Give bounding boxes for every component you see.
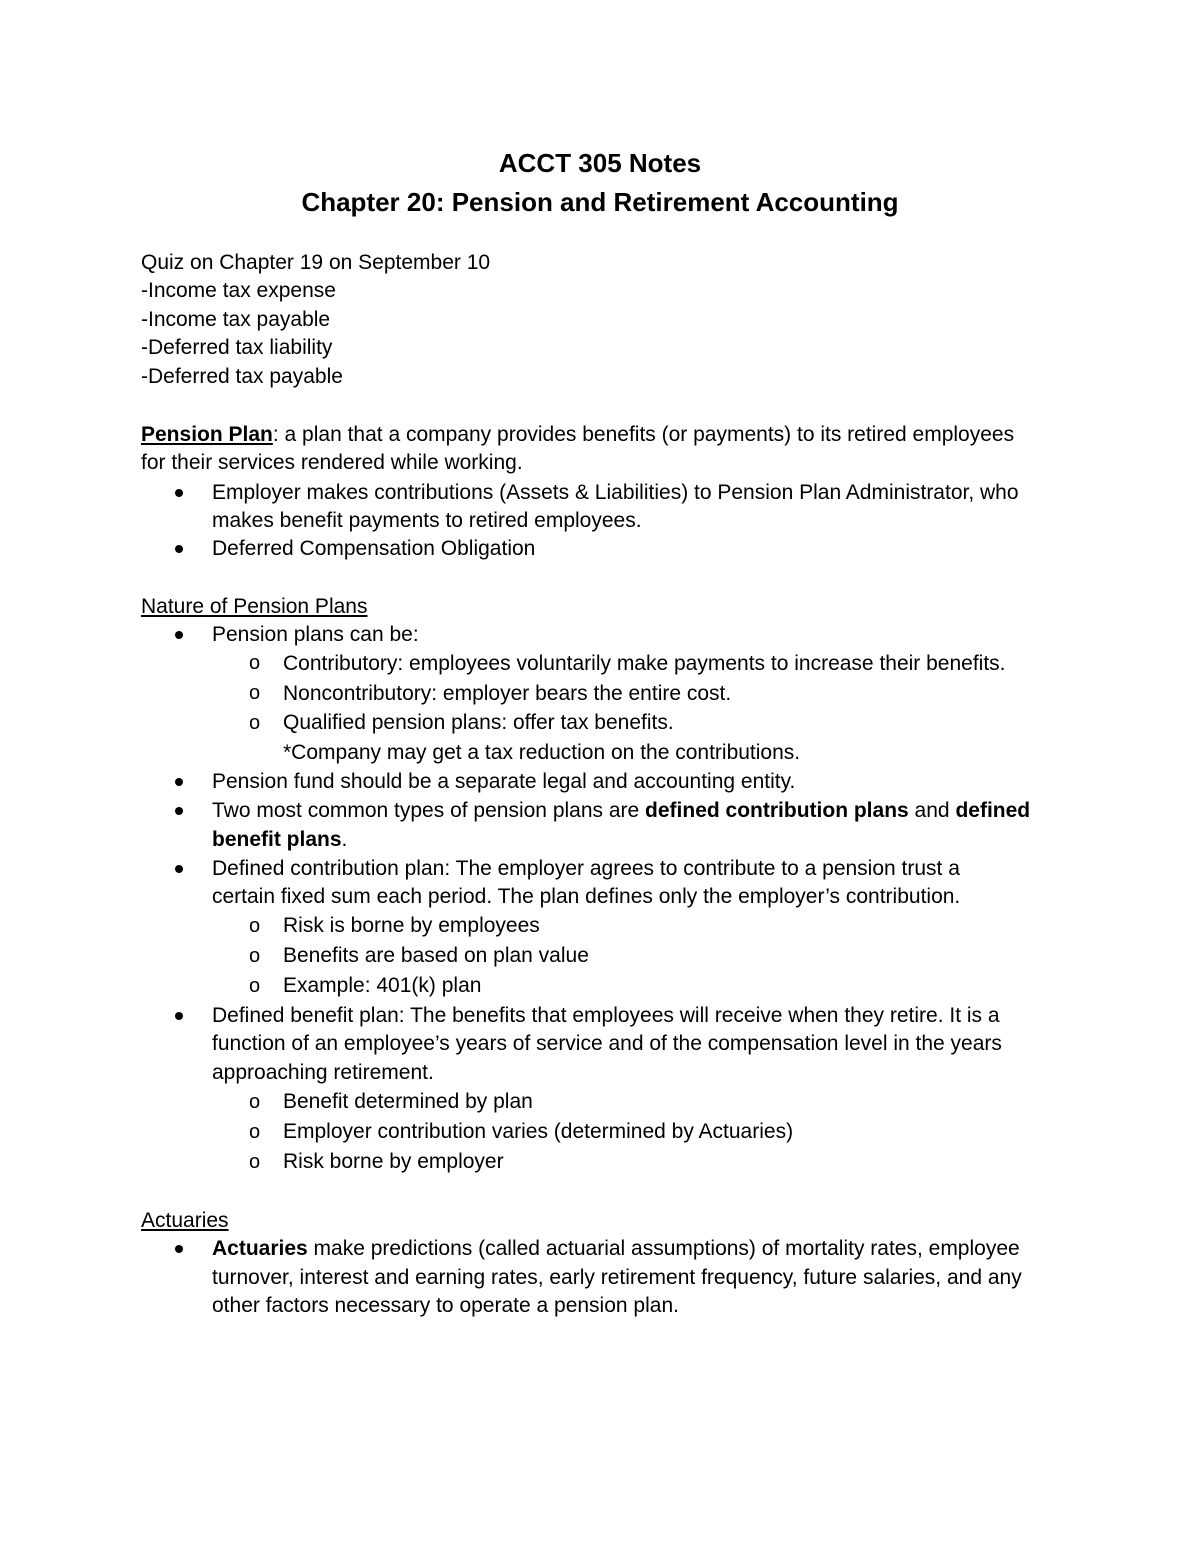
pension-plan-definition xyxy=(141,421,1014,449)
sub-bullet-icon: o xyxy=(249,1151,261,1173)
sub-bullet-icon: o xyxy=(249,712,261,734)
quiz-item: -Deferred tax payable xyxy=(141,365,343,388)
sub-list-item: Employer contribution varies (determined by Actuaries) xyxy=(283,1120,794,1143)
bullet-icon xyxy=(175,631,183,639)
list-item-continued xyxy=(212,826,347,854)
quiz-item: -Income tax expense xyxy=(141,279,336,302)
list-item: Pension plans can be: xyxy=(212,623,419,646)
bold-term: Actuaries xyxy=(212,1237,308,1260)
sub-bullet-icon: o xyxy=(249,915,261,937)
list-item-continued: turnover, interest and earning rates, early retirement frequency, future salaries, and any xyxy=(212,1266,1022,1289)
bullet-icon xyxy=(175,489,183,497)
sub-bullet-icon: o xyxy=(249,682,261,704)
sub-bullet-icon: o xyxy=(249,1121,261,1143)
list-item xyxy=(212,797,1030,825)
list-item-continued: approaching retirement. xyxy=(212,1061,434,1084)
text-run: . xyxy=(341,828,348,851)
sub-list-item: Benefit determined by plan xyxy=(283,1090,533,1113)
list-item-continued: makes benefit payments to retired employees. xyxy=(212,509,642,532)
sub-list-item: Noncontributory: employer bears the entire cost. xyxy=(283,682,732,705)
sub-bullet-icon: o xyxy=(249,652,261,674)
text-run: make predictions (called actuarial assumptions) of mortality rates, employee xyxy=(307,1237,1020,1260)
quiz-item: -Deferred tax liability xyxy=(141,336,333,359)
list-item-continued: certain fixed sum each period. The plan defines only the employer’s contribution. xyxy=(212,885,961,908)
quiz-heading: Quiz on Chapter 19 on September 10 xyxy=(141,251,491,274)
bullet-icon xyxy=(175,545,183,553)
sub-list-item: Contributory: employees voluntarily make payments to increase their benefits. xyxy=(283,652,1006,675)
sub-bullet-icon: o xyxy=(249,945,261,967)
sub-list-item: Benefits are based on plan value xyxy=(283,944,589,967)
sub-list-item: Qualified pension plans: offer tax benefits. xyxy=(283,711,674,734)
pension-plan-term: Pension Plan xyxy=(141,423,273,446)
document-title: ACCT 305 Notes xyxy=(498,148,702,178)
text-run: and xyxy=(908,799,956,822)
bullet-icon xyxy=(175,1012,183,1020)
list-item xyxy=(212,1235,1020,1263)
quiz-item: -Income tax payable xyxy=(141,308,331,331)
chapter-title: Chapter 20: Pension and Retirement Accounting xyxy=(301,187,899,217)
list-item-continued: other factors necessary to operate a pension plan. xyxy=(212,1294,679,1317)
bold-term: defined xyxy=(955,799,1031,822)
section-heading-actuaries: Actuaries xyxy=(141,1209,229,1232)
sub-list-note: *Company may get a tax reduction on the contributions. xyxy=(283,741,801,764)
section-heading-nature: Nature of Pension Plans xyxy=(141,595,368,618)
sub-list-item: Risk borne by employer xyxy=(283,1150,504,1173)
list-item: Pension fund should be a separate legal and accounting entity. xyxy=(212,770,796,793)
bullet-icon xyxy=(175,807,183,815)
bullet-icon xyxy=(175,1245,183,1253)
sub-list-item: Risk is borne by employees xyxy=(283,914,540,937)
sub-bullet-icon: o xyxy=(249,1091,261,1113)
pension-plan-def-text: : a plan that a company provides benefits (or payments) to its retired employees xyxy=(272,423,1015,446)
sub-list-item: Example: 401(k) plan xyxy=(283,974,482,997)
bullet-icon xyxy=(175,865,183,873)
list-item: Defined contribution plan: The employer agrees to contribute to a pension trust a xyxy=(212,857,960,880)
bold-term: benefit plans xyxy=(212,828,342,851)
bold-term: defined contribution plans xyxy=(645,799,909,822)
list-item: Defined benefit plan: The benefits that employees will receive when they retire. It is a xyxy=(212,1004,1000,1027)
list-item: Deferred Compensation Obligation xyxy=(212,537,536,560)
bullet-icon xyxy=(175,778,183,786)
list-item-continued: function of an employee’s years of service and of the compensation level in the years xyxy=(212,1032,1002,1055)
pension-plan-def-line2: for their services rendered while working. xyxy=(141,451,523,474)
text-run: Two most common types of pension plans are xyxy=(212,799,646,822)
list-item: Employer makes contributions (Assets & Liabilities) to Pension Plan Administrator, who xyxy=(212,481,1019,504)
sub-bullet-icon: o xyxy=(249,975,261,997)
